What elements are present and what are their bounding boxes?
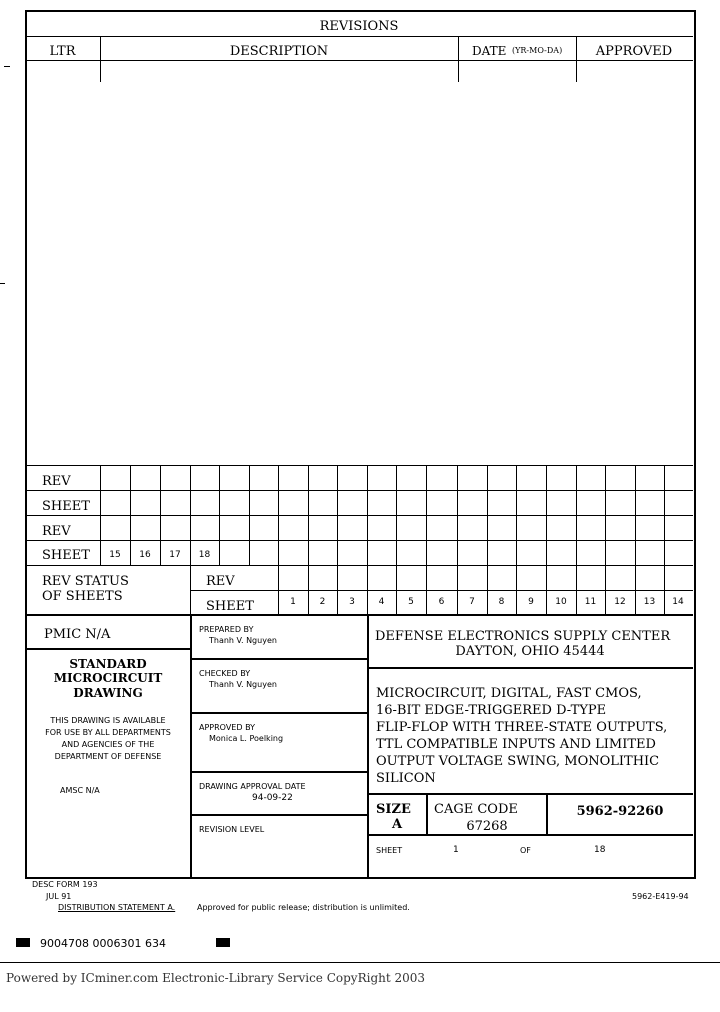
sheet-number: 3 — [349, 597, 355, 607]
col-date-format: (YR-MO-DA) — [512, 46, 563, 55]
agency-address: DAYTON, OHIO 45444 — [455, 644, 605, 659]
title-line: MICROCIRCUIT, DIGITAL, FAST CMOS, — [376, 686, 642, 701]
drawing-number: 5962-92260 — [576, 804, 664, 819]
grid-row4-label: SHEET — [42, 548, 90, 563]
cage-code-label: CAGE CODE — [434, 802, 518, 817]
grid-row-line-4 — [25, 565, 693, 566]
sig-line-1 — [190, 658, 368, 660]
grid-row-line-3 — [25, 540, 693, 541]
approval-date: 94-09-22 — [252, 793, 293, 803]
checked-by-label: CHECKED BY — [199, 669, 251, 678]
right-line-1 — [367, 667, 693, 669]
grid-v — [308, 465, 309, 615]
form-date: JUL 91 — [46, 892, 72, 901]
sheet-number: 10 — [555, 597, 567, 607]
approved-by-label: APPROVED BY — [199, 723, 256, 732]
rev-col-divider-1 — [100, 36, 101, 82]
approved-by-name: Monica L. Poelking — [209, 734, 284, 743]
grid-v — [516, 465, 517, 615]
of-sheets-label: OF SHEETS — [42, 589, 123, 604]
col-description-header: DESCRIPTION — [229, 44, 329, 59]
title-line: OUTPUT VOLTAGE SWING, MONOLITHIC — [376, 754, 660, 769]
sheet-number: 11 — [584, 597, 597, 607]
availability-note: AND AGENCIES OF THE — [61, 740, 155, 749]
pmic-underline — [25, 648, 191, 650]
standard-title: MICROCIRCUIT — [53, 671, 163, 685]
rev-col-divider-3 — [576, 36, 577, 82]
grid-v — [219, 465, 220, 565]
barcode-block-right — [216, 938, 230, 947]
size-label: SIZE — [376, 802, 411, 817]
grid-row3-label: REV — [42, 524, 71, 539]
sheet-number: 13 — [643, 597, 656, 607]
margin-mark — [0, 283, 5, 284]
availability-note: DEPARTMENT OF DEFENSE — [54, 752, 162, 761]
title-line: FLIP-FLOP WITH THREE-STATE OUTPUTS, — [376, 720, 668, 735]
revisions-title: REVISIONS — [319, 19, 399, 34]
title-line: TTL COMPATIBLE INPUTS AND LIMITED — [376, 737, 656, 752]
distribution-text: Approved for public release; distribution is unlimited. — [197, 903, 410, 912]
grid-sheet-17: 17 — [169, 550, 181, 560]
grid-sheet-18: 18 — [198, 550, 211, 560]
sheet-number: 7 — [469, 597, 475, 607]
rev-status-label: REV STATUS — [42, 574, 129, 589]
sheet-number: 12 — [614, 597, 626, 607]
grid-v — [367, 465, 368, 615]
grid-row2-label: SHEET — [42, 499, 90, 514]
grid-row-line-1 — [25, 490, 693, 491]
rev-col-divider-2 — [458, 36, 459, 82]
grid-v — [457, 465, 458, 615]
grid-v — [278, 465, 279, 615]
form-id: DESC FORM 193 — [32, 880, 98, 889]
distribution-label: DISTRIBUTION STATEMENT A. — [58, 903, 176, 912]
sheet-number: 14 — [672, 597, 684, 607]
grid-v — [337, 465, 338, 615]
title-line: SILICON — [376, 771, 436, 786]
right-line-3 — [367, 834, 693, 836]
approval-date-label: DRAWING APPROVAL DATE — [199, 782, 306, 791]
rev-header-underline — [25, 60, 693, 61]
sheet-number: 8 — [498, 597, 505, 607]
grid-v — [249, 465, 250, 565]
grid-v-label — [100, 465, 101, 565]
footer-rule — [0, 962, 720, 963]
sheet-value: 1 — [453, 845, 459, 855]
grid-v — [546, 465, 547, 615]
grid-v — [635, 465, 636, 615]
grid-v — [426, 465, 427, 615]
availability-note: FOR USE BY ALL DEPARTMENTS — [45, 728, 171, 737]
sig-line-2 — [190, 712, 368, 714]
barcode-block-left — [16, 938, 30, 947]
size-value: A — [392, 817, 403, 832]
sig-line-3 — [190, 771, 368, 773]
sheet-number: 1 — [290, 597, 296, 607]
grid-v — [190, 465, 191, 615]
amsc-label: AMSC N/A — [60, 786, 100, 795]
grid-sheet-16: 16 — [139, 550, 151, 560]
grid-v — [576, 465, 577, 615]
grid-v — [487, 465, 488, 615]
availability-note: THIS DRAWING IS AVAILABLE — [50, 716, 166, 725]
barcode-text: 9004708 0006301 634 — [40, 937, 166, 950]
grid-top-line — [25, 465, 693, 466]
sheet-number: 2 — [319, 597, 326, 607]
sheet-number: 9 — [528, 597, 534, 607]
rev-row-label: REV — [206, 574, 235, 589]
prepared-by-name: Thanh V. Nguyen — [209, 636, 277, 645]
cage-code-value: 67268 — [466, 819, 508, 834]
right-line-2 — [367, 793, 693, 795]
of-value: 18 — [594, 845, 606, 855]
rev-title-underline — [25, 36, 693, 37]
grid-v — [160, 465, 161, 565]
sheet-number: 4 — [378, 597, 385, 607]
col-date-header: DATE — [472, 44, 507, 58]
sheet-number: 5 — [408, 597, 414, 607]
checked-by-name: Thanh V. Nguyen — [209, 680, 277, 689]
form-number: 5962-E419-94 — [632, 892, 689, 901]
grid-sheet-15: 15 — [109, 550, 121, 560]
sig-line-4 — [190, 814, 368, 816]
grid-row1-label: REV — [42, 474, 71, 489]
title-line: 16-BIT EDGE-TRIGGERED D-TYPE — [376, 703, 607, 718]
margin-mark — [4, 66, 10, 67]
agency-name: DEFENSE ELECTRONICS SUPPLY CENTER — [375, 629, 671, 644]
grid-v — [605, 465, 606, 615]
grid-v — [130, 465, 131, 565]
sheet-label: SHEET — [376, 846, 403, 855]
standard-title: STANDARD — [69, 657, 147, 671]
revision-level-label: REVISION LEVEL — [199, 825, 265, 834]
sheet-number: 6 — [438, 597, 445, 607]
col-approved-header: APPROVED — [595, 44, 673, 59]
grid-v — [396, 465, 397, 615]
powered-by: Powered by ICminer.com Electronic-Library Service CopyRight 2003 — [6, 971, 426, 985]
grid-row-line-5 — [190, 590, 693, 591]
pmic-label: PMIC N/A — [44, 627, 111, 642]
grid-v — [664, 465, 665, 615]
standard-title: DRAWING — [73, 686, 143, 700]
grid-bottom-line — [25, 614, 693, 616]
grid-row-line-2 — [25, 515, 693, 516]
sheet-row-label: SHEET — [206, 599, 254, 614]
prepared-by-label: PREPARED BY — [199, 625, 254, 634]
of-label: OF — [520, 846, 531, 855]
col-ltr-header: LTR — [49, 44, 76, 59]
